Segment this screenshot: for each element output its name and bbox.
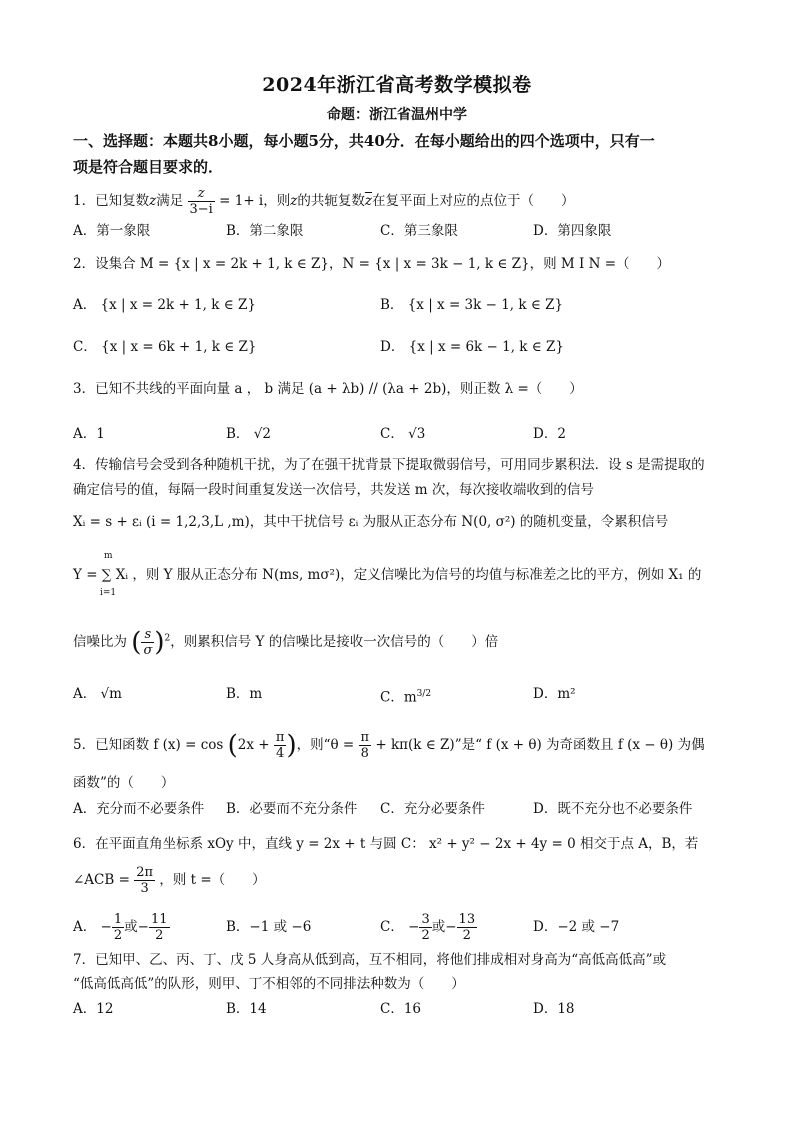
q1-option-b: B．第二象限 [226, 223, 304, 239]
q3-option-b: B． √2 [226, 426, 271, 442]
page-title: 2024年浙江省高考数学模拟卷 [262, 74, 532, 96]
question-4-line2: 确定信号的值，每隔一段时间重复发送一次信号，共发送 m 次，每次接收端收到的信号 [73, 482, 594, 498]
question-7-line2: “低高低高低”的队形，则甲、丁不相邻的不同排法种数为（ ） [73, 976, 465, 992]
question-6-line2: ∠ACB = $\frac{2\pi}{3}$ ，则 t =（ ） [73, 865, 266, 896]
q4-option-c-exponent: 3/2 [416, 689, 432, 699]
q4-sum-bottom: i=1 [100, 588, 117, 598]
question-5-line1: 5．已知函数 f (x) = cos (2x + $\frac{\pi}{4}$ )，则“θ = $\frac{\pi}{8}$ + kπ(k ∈ Z)”是“ f (x + θ) 为奇函数且 f (x − θ) 为偶 [73, 730, 705, 761]
question-1-stem: 1．已知复数z满足 $\frac{z}{3-i}$ = 1+ i，则z的共轭复数$\overline{z}$在复平面上对应的点位于（ ） [73, 186, 575, 217]
q5-pi-over-8: $\frac{\pi}{8}$ [360, 730, 370, 761]
q3-option-a: A．1 [73, 426, 105, 442]
q6-option-d: D．−2 或 −7 [533, 919, 620, 935]
q7-option-a: A．12 [73, 1001, 114, 1017]
q4-option-c: C．$m^{3/2}$ [380, 689, 432, 706]
q5-option-a: A．充分而不必要条件 [73, 801, 205, 817]
q1-z: z [149, 193, 157, 209]
question-5-line2: 函数”的（ ） [73, 775, 175, 791]
q4-option-b: B．m [226, 686, 263, 702]
q1-post: 的共轭复数 [297, 193, 365, 209]
question-2-stem: 2．设集合 M = {x | x = 2k + 1, k ∈ Z}，N = {x | x = 3k − 1, k ∈ Z}，则 M I N =（ ） [73, 256, 671, 272]
q5-pi-over-4: $\frac{\pi}{4}$ [275, 730, 285, 761]
q1-eq: = 1+ i，则 [219, 193, 291, 209]
q1-option-d: D．第四象限 [533, 223, 612, 239]
q1-pre: 1．已知复数 [73, 193, 150, 209]
q1-mid: 满足 [156, 193, 184, 209]
q6-option-a: A． − $\frac{1}{2}$ 或− $\frac{11}{2}$ [73, 912, 168, 943]
question-4-line1: 4．传输信号会受到各种随机干扰，为了在强干扰背景下提取微弱信号，可用同步累积法．设 s 是需提取的 [73, 457, 705, 473]
q5-option-b: B．必要而不充分条件 [226, 801, 358, 817]
q4-option-d: D．m² [533, 686, 576, 702]
question-7-line1: 7．已知甲、乙、丙、丁、戊 5 人身高从低到高，互不相同，将他们排成相对身高为“高低高低高”或 [73, 952, 667, 968]
q3-option-d: D．2 [533, 426, 566, 442]
q5-option-c: C．充分必要条件 [380, 801, 485, 817]
q6-option-c: C． − $\frac{3}{2}$ 或− $\frac{13}{2}$ [380, 912, 476, 943]
q2-option-c: C． {x | x = 6k + 1, k ∈ Z} [73, 339, 257, 355]
q2-option-d: D． {x | x = 6k − 1, k ∈ Z} [380, 339, 565, 355]
question-3-stem: 3．已知不共线的平面向量 a ， b 满足 (a + λb) // (λa + 2b)，则正数 λ =（ ） [73, 381, 583, 397]
question-4-line4: Y = ∑ Xᵢ ，则 Y 服从正态分布 N(ms, mσ²)，定义信噪比为信号的均值与标准差之比的平方，例如 X₁ 的 [73, 567, 702, 583]
q7-option-c: C．16 [380, 1001, 422, 1017]
q1-post2: 在复平面上对应的点位于（ ） [372, 193, 575, 209]
section-heading-line2: 项是符合题目要求的． [73, 158, 224, 176]
question-6-line1: 6．在平面直角坐标系 xOy 中，直线 y = 2x + t 与圆 C： x² + y² − 2x + 4y = 0 相交于点 A，B，若 [73, 836, 699, 852]
q5-option-d: D．既不充分也不必要条件 [533, 801, 693, 817]
q6-angle-fraction: $\frac{2\pi}{3}$ [136, 865, 154, 896]
q3-option-c: C． √3 [380, 426, 426, 442]
q4-sum-top: m [104, 551, 113, 561]
q2-option-a: A． {x | x = 2k + 1, k ∈ Z} [73, 297, 256, 313]
q1-option-a: A．第一象限 [73, 223, 151, 239]
section-heading [73, 128, 723, 180]
q1-fraction: $\frac{z}{3-i}$ [189, 186, 213, 217]
q4-option-a: A． √m [73, 686, 122, 702]
q1-option-c: C．第三象限 [380, 223, 458, 239]
q7-option-d: D．18 [533, 1001, 575, 1017]
q6-option-b: B．−1 或 −6 [226, 919, 312, 935]
q4-snr-fraction: $\frac{s}{\sigma}$ [143, 627, 153, 658]
question-4-line5: 信噪比为 ( $\frac{s}{\sigma}$ )$^2$，则累积信号 Y 的信噪比是接收一次信号的（ ）倍 [73, 627, 499, 658]
question-4-line3: Xᵢ = s + εᵢ (i = 1,2,3,L ,m)，其中干扰信号 εᵢ 为服从正态分布 N(0, σ²) 的随机变量，令累积信号 [73, 514, 669, 530]
page-subtitle: 命题：浙江省温州中学 [327, 107, 467, 123]
q2-option-b: B． {x | x = 3k − 1, k ∈ Z} [380, 297, 564, 313]
section-heading-line1: 一、选择题：本题共8小题，每小题5分，共40分．在每小题给出的四个选项中，只有一 [73, 132, 655, 150]
q7-option-b: B．14 [226, 1001, 267, 1017]
